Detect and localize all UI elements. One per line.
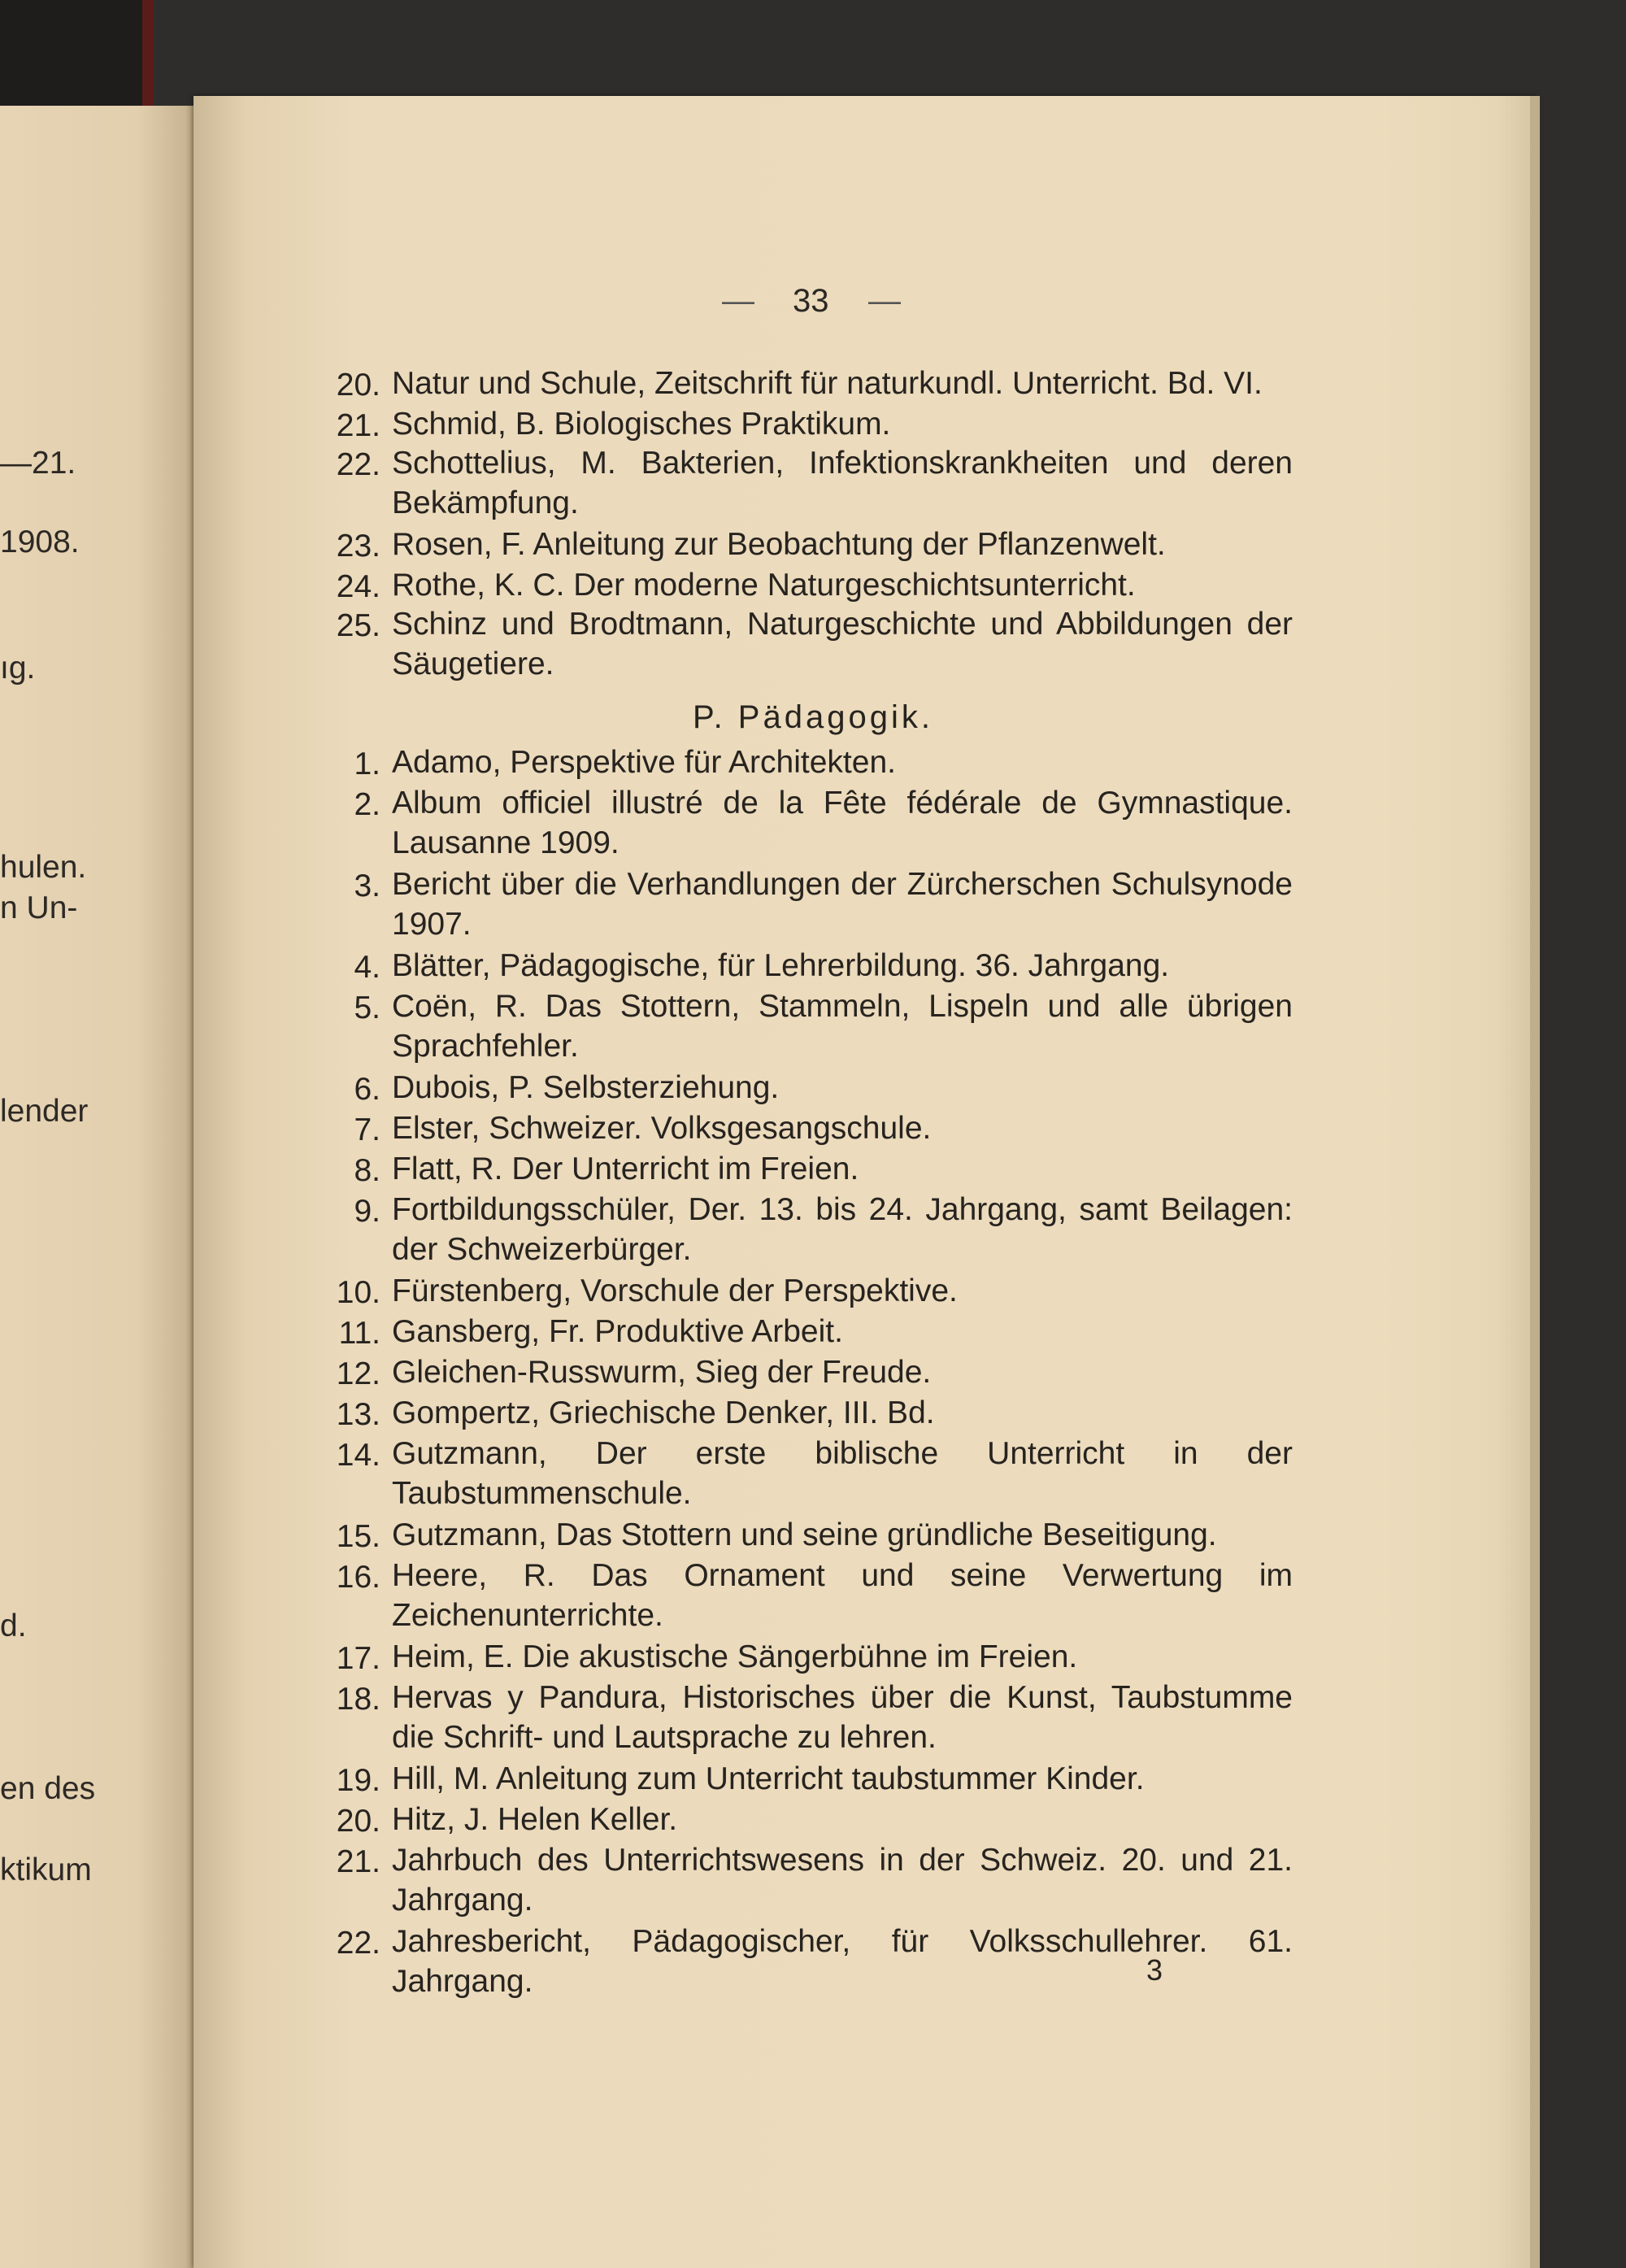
entry-text: Elster, Schweizer. Volksgesangschule. bbox=[392, 1111, 932, 1146]
page-edge bbox=[1530, 96, 1540, 2268]
entry-text: Gleichen-Russwurm, Sieg der Freude. bbox=[392, 1355, 932, 1390]
signature-mark: 3 bbox=[1146, 1953, 1163, 1987]
entry-text: Gompertz, Griechische Denker, III. Bd. bbox=[392, 1395, 935, 1430]
entry-text: Jahrbuch des Unterrichtswesens in der Schweiz. 20. und 21. Jahrgang. bbox=[392, 1843, 1293, 1918]
entry-text: Gansberg, Fr. Produktive Arbeit. bbox=[392, 1314, 843, 1349]
entry-number: 8. bbox=[354, 1153, 380, 1188]
entry-number: 21. bbox=[336, 1844, 380, 1879]
header-dash-left: — bbox=[722, 283, 754, 319]
entry-text: Adamo, Perspektive für Architekten. bbox=[392, 745, 896, 780]
entry-number: 7. bbox=[354, 1112, 380, 1147]
entry-number: 18. bbox=[336, 1682, 380, 1717]
entry-text: Fortbildungsschüler, Der. 13. bis 24. Jahrgang, samt Beilagen: der Schweizerbürger. bbox=[392, 1192, 1293, 1267]
entry-number: 20. bbox=[336, 368, 380, 403]
entry-text: Schottelius, M. Bakterien, Infektionskrankheiten und deren Bekämpfung. bbox=[392, 446, 1293, 520]
entry-number: 1. bbox=[354, 747, 380, 781]
entry-number: 4. bbox=[354, 950, 380, 985]
prev-fragment: en des bbox=[0, 1771, 96, 1806]
entry-text: Dubois, P. Selbsterziehung. bbox=[392, 1070, 780, 1105]
entry-number: 5. bbox=[354, 990, 380, 1025]
entry-number: 22. bbox=[336, 447, 380, 482]
previous-page bbox=[0, 106, 195, 2268]
prev-fragment: 1908. bbox=[0, 525, 80, 559]
prev-fragment: —21. bbox=[0, 446, 76, 481]
entry-text: Fürstenberg, Vorschule der Perspektive. bbox=[392, 1273, 958, 1308]
entry-text: Schmid, B. Biologisches Praktikum. bbox=[392, 407, 891, 442]
entry-number: 21. bbox=[336, 408, 380, 443]
entry-text: Heim, E. Die akustische Sängerbühne im Freien. bbox=[392, 1639, 1078, 1674]
prev-fragment: lender bbox=[0, 1094, 89, 1129]
prev-fragment: hulen. bbox=[0, 850, 87, 885]
section-title: P. Pädagogik. bbox=[693, 699, 933, 735]
entry-number: 16. bbox=[336, 1560, 380, 1595]
entry-number: 13. bbox=[336, 1397, 380, 1432]
entry-text: Flatt, R. Der Unterricht im Freien. bbox=[392, 1151, 859, 1186]
entry-text: Blätter, Pädagogische, für Lehrerbildung. 36. Jahrgang. bbox=[392, 948, 1170, 983]
book-spine bbox=[0, 0, 146, 106]
entry-text: Gutzmann, Das Stottern und seine gründliche Beseitigung. bbox=[392, 1517, 1217, 1552]
prev-fragment: n Un- bbox=[0, 890, 78, 925]
entry-number: 10. bbox=[336, 1275, 380, 1310]
entry-number: 24. bbox=[336, 569, 380, 604]
entry-number: 15. bbox=[336, 1519, 380, 1554]
entry-number: 22. bbox=[336, 1926, 380, 1961]
entry-number: 23. bbox=[336, 529, 380, 564]
entry-text: Bericht über die Verhandlungen der Zürcherschen Schulsynode 1907. bbox=[392, 867, 1293, 942]
entry-text: Gutzmann, Der erste biblische Unterricht in der Taubstummenschule. bbox=[392, 1436, 1293, 1511]
entry-text: Coën, R. Das Stottern, Stammeln, Lispeln und alle übrigen Sprachfehler. bbox=[392, 989, 1293, 1064]
prev-fragment: ıg. bbox=[0, 651, 36, 686]
entry-text: Hervas y Pandura, Historisches über die Kunst, Taubstumme die Schrift- und Lautsprache zu lehren. bbox=[392, 1680, 1293, 1755]
entry-number: 3. bbox=[354, 868, 380, 903]
entry-text: Jahresbericht, Pädagogischer, für Volksschullehrer. 61. Jahrgang. bbox=[392, 1924, 1293, 1999]
entry-number: 19. bbox=[336, 1763, 380, 1798]
spine-ribbon bbox=[142, 0, 154, 106]
entry-number: 11. bbox=[338, 1316, 380, 1351]
entry-text: Hitz, J. Helen Keller. bbox=[392, 1802, 678, 1837]
page-number: 33 bbox=[793, 283, 829, 319]
entry-number: 12. bbox=[336, 1356, 380, 1391]
prev-fragment: ktikum bbox=[0, 1852, 92, 1887]
entry-text: Heere, R. Das Ornament und seine Verwertung im Zeichenunterrichte. bbox=[392, 1558, 1293, 1633]
entry-text: Natur und Schule, Zeitschrift für naturkundl. Unterricht. Bd. VI. bbox=[392, 366, 1263, 401]
entry-number: 25. bbox=[336, 608, 380, 643]
entry-number: 9. bbox=[354, 1194, 380, 1229]
entry-text: Rosen, F. Anleitung zur Beobachtung der Pflanzenwelt. bbox=[392, 527, 1166, 562]
entry-number: 6. bbox=[354, 1072, 380, 1107]
header-dash-right: — bbox=[868, 283, 901, 319]
entry-number: 20. bbox=[336, 1804, 380, 1839]
entry-text: Hill, M. Anleitung zum Unterricht taubstummer Kinder. bbox=[392, 1761, 1145, 1796]
entry-number: 2. bbox=[354, 787, 380, 822]
prev-fragment: d. bbox=[0, 1608, 27, 1643]
entry-text: Schinz und Brodtmann, Naturgeschichte und Abbildungen der Säugetiere. bbox=[392, 607, 1293, 681]
entry-number: 14. bbox=[336, 1438, 380, 1473]
entry-text: Rothe, K. C. Der moderne Naturgeschichtsunterricht. bbox=[392, 568, 1136, 603]
entry-number: 17. bbox=[336, 1641, 380, 1676]
entry-text: Album officiel illustré de la Fête fédérale de Gymnastique. Lausanne 1909. bbox=[392, 786, 1293, 860]
